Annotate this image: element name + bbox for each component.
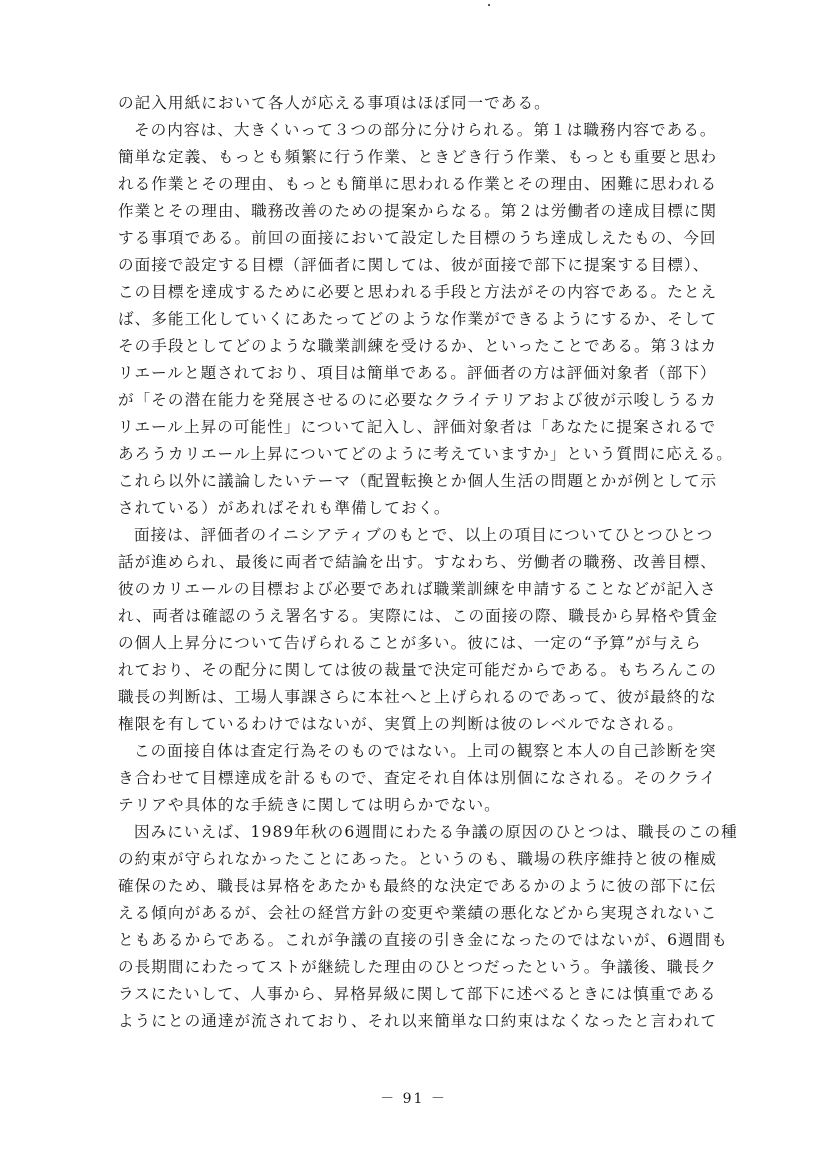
text-line: の記入用紙において各人が応える事項はほぼ同一である。 — [118, 94, 551, 112]
text-line: の面接で設定する目標（評価者に関しては、彼が面接で部下に提案する目標）、 — [118, 256, 710, 274]
text-line: 作業とその理由、職務改善のための提案からなる。第２は労働者の達成目標に関 — [118, 202, 718, 220]
text-line: える傾向があるが、会社の経営方針の変更や業績の悪化などから実現されないこ — [118, 904, 718, 922]
text-line: 職長の判断は、工場人事課さらに本社へと上げられるのであって、彼が最終的な — [118, 688, 717, 706]
body-text — [118, 90, 758, 1035]
text-line: その手段としてどのような職業訓練を受けるか、といったことである。第３はカ — [118, 337, 718, 355]
text-line: 彼のカリエールの目標および必要であれば職業訓練を申請することなどが記入さ — [118, 580, 717, 598]
text-line: れており、その配分に関しては彼の裁量で決定可能だからである。もちろんこの — [118, 661, 718, 679]
text-line: 話が進められ、最後に両者で結論を出す。すなわち、労働者の職務、改善目標、 — [118, 553, 717, 571]
text-line: この目標を達成するために必要と思われる手段と方法がその内容である。たとえ — [118, 283, 718, 301]
text-line: 因みにいえば、1989年秋の6週間にわたる争議の原因のひとつは、職長のこの種 — [134, 823, 738, 841]
text-line: ラスにたいして、人事から、昇格昇級に関して部下に述べるときには慎重である — [118, 985, 717, 1003]
text-line: リエール上昇の可能性」について記入し、評価対象者は「あなたに提案されるで — [118, 418, 717, 436]
text-line: その内容は、大きくいって３つの部分に分けられる。第１は職務内容である。 — [134, 121, 717, 139]
text-line: れる作業とその理由、もっとも簡単に思われる作業とその理由、困難に思われる — [118, 175, 718, 193]
text-line: き合わせて目標達成を計るもので、査定それ自体は別個になされる。そのクライ — [118, 769, 717, 787]
text-line: 確保のため、職長は昇格をあたかも最終的な決定であるかのように彼の部下に伝 — [118, 877, 717, 895]
text-line: する事項である。前回の面接において設定した目標のうち達成しえたもの、今回 — [118, 229, 717, 247]
text-line: これら以外に議論したいテーマ（配置転換とか個人生活の問題とかが例として示 — [118, 472, 718, 490]
text-line: 簡単な定義、もっとも頻繁に行う作業、ときどき行う作業、もっとも重要と思わ — [118, 148, 718, 166]
text-line: の約束が守られなかったことにあった。というのも、職場の秩序維持と彼の権威 — [118, 850, 718, 868]
page-number: － 91 － — [380, 1091, 447, 1107]
text-line: テリアや具体的な手続きに関しては明らかでない。 — [118, 796, 501, 814]
text-line: れ、両者は確認のうえ署名する。実際には、この面接の際、職長から昇格や賃金 — [118, 607, 719, 625]
text-line: されている）があればそれも準備しておく。 — [118, 499, 451, 517]
text-line: 面接は、評価者のイニシアティブのもとで、以上の項目についてひとつひとつ — [134, 526, 714, 544]
text-line: が「その潜在能力を発展させるのに必要なクライテリアおよび彼が示唆しうるカ — [118, 391, 717, 409]
text-line: 権限を有しているわけではないが、実質上の判断は彼のレベルでなされる。 — [118, 715, 684, 733]
text-line: リエールと題されており、項目は簡単である。評価者の方は評価対象者（部下） — [118, 364, 717, 382]
text-line: ともあるからである。これが争議の直接の引き金になったのではないが、6週間も — [118, 931, 728, 949]
text-line: の個人上昇分について告げられることが多い。彼には、一定の“予算”が与えら — [118, 634, 702, 652]
scan-speck — [488, 4, 490, 6]
text-line: ば、多能工化していくにあたってどのような作業ができるようにするか、そして — [118, 310, 718, 328]
text-line: ようにとの通達が流されており、それ以来簡単な口約束はなくなったと言われて — [118, 1012, 718, 1030]
text-line: あろうカリエール上昇についてどのように考えていますか」という質問に応える。 — [118, 445, 733, 463]
text-line: の長期間にわたってストが継続した理由のひとつだったという。争議後、職長ク — [118, 958, 717, 976]
text-line: この面接自体は査定行為そのものではない。上司の観察と本人の自己診断を突 — [134, 742, 717, 760]
